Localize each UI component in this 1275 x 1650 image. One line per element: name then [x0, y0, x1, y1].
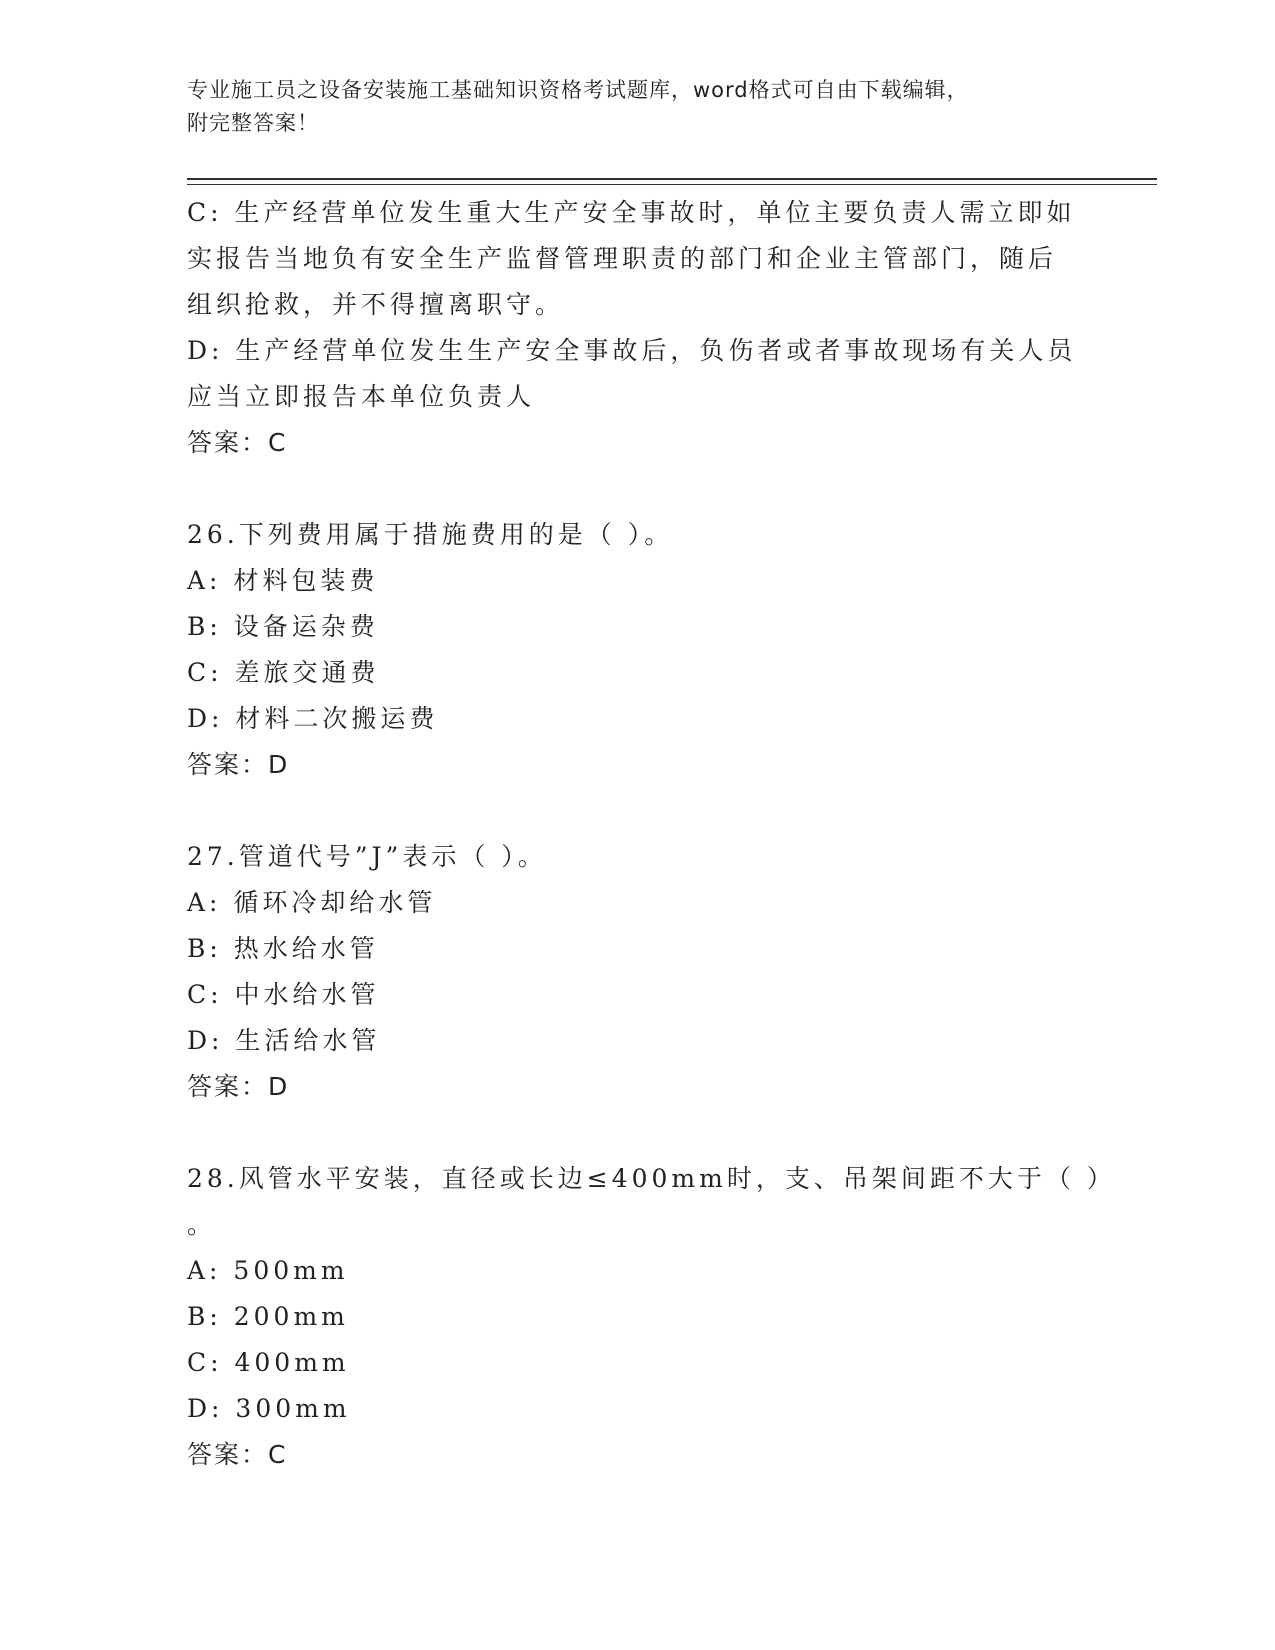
prev-question [187, 190, 1087, 466]
question-stem-continuation: 。 [187, 1210, 217, 1239]
question-stem: 27.管道代号”J”表示（ ）。 [187, 842, 547, 871]
option-c-line: 组织抢救，并不得擅离职守。 [187, 290, 565, 319]
option-c: C: 400mm [187, 1348, 350, 1377]
question-28 [187, 1156, 1116, 1478]
answer-line: 答案：D [187, 750, 290, 779]
question-stem: 28.风管水平安装，直径或长边≤400mm时，支、吊架间距不大于（ ） [187, 1164, 1116, 1193]
option-c-line: C: 生产经营单位发生重大生产安全事故时，单位主要负责人需立即如 [187, 198, 1076, 227]
option-b: B: 设备运杂费 [187, 612, 379, 641]
option-d: D: 材料二次搬运费 [187, 704, 439, 733]
header-line-2: 附完整答案！ [187, 111, 319, 135]
document-body [187, 190, 1116, 1478]
header-rule-thick [187, 178, 1157, 180]
option-a: A: 500mm [187, 1256, 349, 1285]
answer-line: 答案：C [187, 428, 288, 457]
option-a: A: 材料包装费 [187, 566, 379, 595]
option-b: B: 热水给水管 [187, 934, 379, 963]
option-d: D: 生活给水管 [187, 1026, 381, 1055]
option-d-line: D: 生产经营单位发生生产安全事故后，负伤者或者事故现场有关人员 [187, 336, 1077, 365]
option-c: C: 中水给水管 [187, 980, 380, 1009]
header-rule-thin [187, 184, 1157, 185]
answer-line: 答案：D [187, 1072, 290, 1101]
question-stem: 26.下列费用属于措施费用的是（ ）。 [187, 520, 674, 549]
option-a: A: 循环冷却给水管 [187, 888, 437, 917]
option-b: B: 200mm [187, 1302, 349, 1331]
option-d-line: 应当立即报告本单位负责人 [187, 382, 536, 411]
option-d: D: 300mm [187, 1394, 351, 1423]
option-c: C: 差旅交通费 [187, 658, 380, 687]
document-header [187, 74, 1067, 140]
header-line-1: 专业施工员之设备安装施工基础知识资格考试题库，word格式可自由下载编辑， [187, 78, 969, 102]
answer-line: 答案：C [187, 1440, 288, 1469]
option-c-line: 实报告当地负有安全生产监督管理职责的部门和企业主管部门，随后 [187, 244, 1058, 273]
question-26 [187, 512, 1087, 788]
question-27 [187, 834, 1087, 1110]
